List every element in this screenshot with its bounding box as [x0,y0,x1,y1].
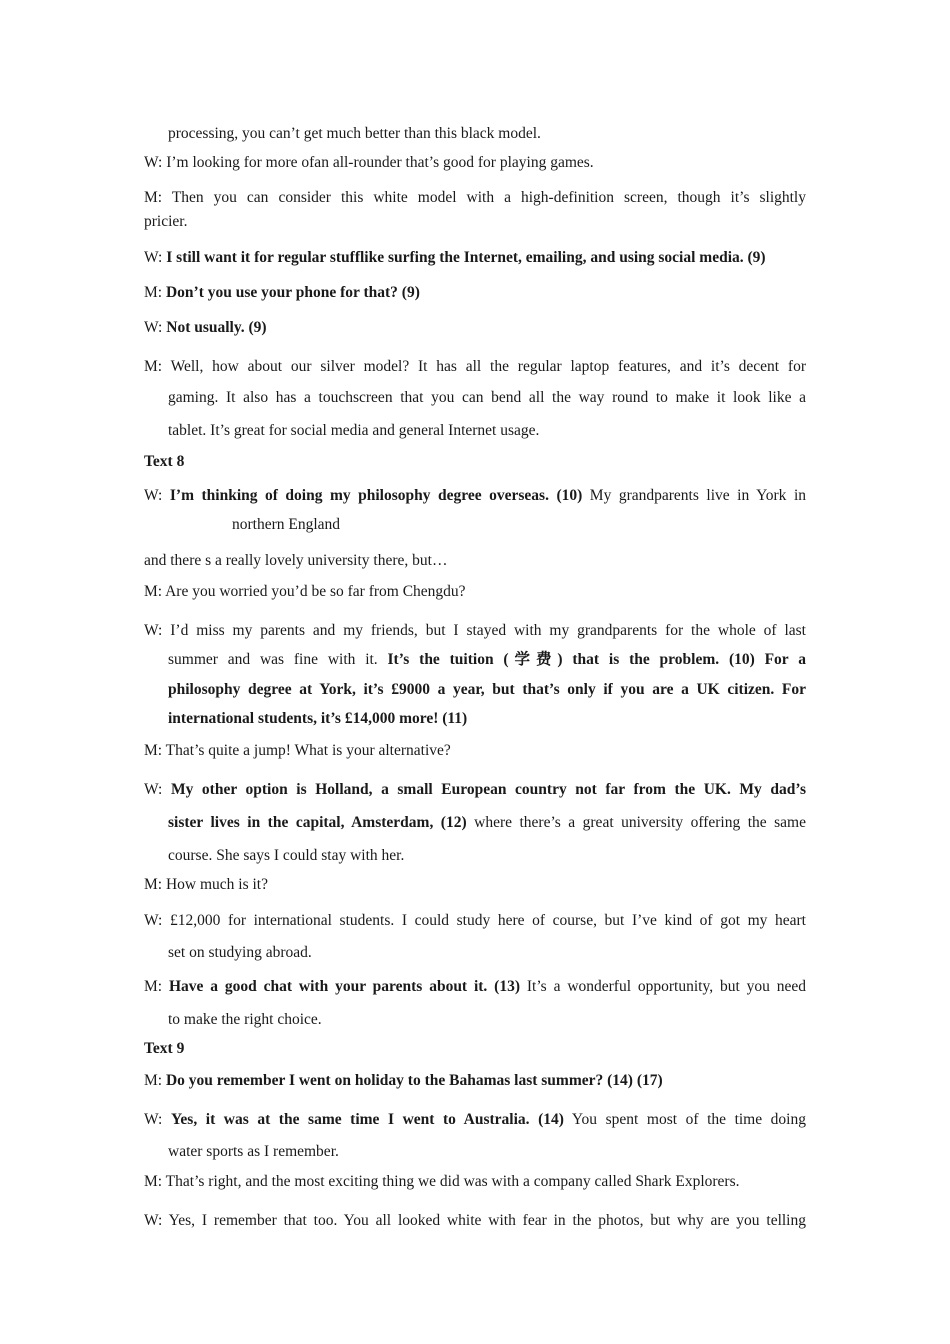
text-line [144,780,806,800]
text-run: W: [144,319,167,336]
bold-text-run: It’s the tuition (学费) that is the problem. (10) For a [387,651,806,668]
text-run: M: Well, how about our silver model? It has all the regular laptop features, and it’s decent for [144,358,806,375]
text-run: set on studying abroad. [168,944,312,961]
text-run: M: Then you can consider this white model with a high-definition screen, though it’s slightly [144,189,806,206]
text-line [168,846,404,866]
text-line [144,977,806,997]
text-run: W: [144,487,170,504]
text-line [144,212,187,232]
text-run: where there’s a great university offering the same [466,814,806,831]
bold-text-run: I’m thinking of doing my philosophy degree overseas. (10) [169,487,583,504]
text-run: W: I’d miss my parents and my friends, but I stayed with my grandparents for the whole of last [144,622,806,639]
text-run: W: [144,1111,171,1128]
text-line [168,650,806,670]
text-line [144,153,594,173]
text-line [144,621,806,641]
text-run: You spent most of the time doing [563,1111,806,1128]
bold-text-run: Have a good chat with your parents about it. (13) [168,978,521,995]
text-run: W: I’m looking for more ofan all-rounder that’s good for playing games. [144,154,594,171]
text-line [168,388,806,408]
text-run: M: That’s quite a jump! What is your alternative? [144,742,451,759]
text-run: W: [144,249,167,266]
text-run: course. She says I could stay with her. [168,847,405,864]
text-line [144,1110,806,1130]
text-run: My grandparents live in York in [582,487,806,504]
text-line [168,709,467,729]
text-run: M: [144,978,169,995]
bold-text-run: Don’t you use your phone for that? (9) [165,284,420,301]
text-run: M: That’s right, and the most exciting thing we did was with a company called Shark Explorers. [144,1173,740,1190]
text-line [144,486,806,506]
text-line [168,813,806,833]
text-line [144,1211,806,1231]
text-run: to make the right choice. [168,1011,322,1028]
text-line [168,680,806,700]
text-line [144,875,268,895]
text-line [144,911,806,931]
text-run: M: How much is it? [144,876,268,893]
text-line [144,582,466,602]
section-heading [144,452,184,472]
text-line [168,943,312,963]
bold-text-run: sister lives in the capital, Amsterdam, (12) [168,814,467,831]
section-heading [144,1039,184,1059]
text-line [144,1071,663,1091]
text-run: tablet. It’s great for social media and general Internet usage. [168,422,540,439]
text-line [144,248,766,268]
bold-text-run: My other option is Holland, a small European country not far from the UK. My dad’s [170,781,806,798]
text-run: M: [144,284,166,301]
bold-text-run: Yes, it was at the same time I went to Australia. (14) [170,1111,564,1128]
bold-text-run: Text 9 [144,1040,185,1057]
text-line [144,1172,740,1192]
text-line [144,318,267,338]
text-run: processing, you can’t get much better than this black model. [168,125,541,142]
text-line [168,124,541,144]
bold-text-run: Text 8 [144,453,185,470]
bold-text-run: Not usually. (9) [166,319,267,336]
text-line [168,1142,339,1162]
text-line [168,421,539,441]
text-line [168,1010,322,1030]
text-line [144,357,806,377]
text-run: M: Are you worried you’d be so far from Chengdu? [144,583,466,600]
text-run: It’s a wonderful opportunity, but you need [520,978,807,995]
text-line [144,551,447,571]
text-run: M: [144,1072,166,1089]
text-line [144,741,451,761]
text-line [144,283,420,303]
bold-text-run: Do you remember I went on holiday to the Bahamas last summer? (14) (17) [165,1072,663,1089]
text-run: pricier. [144,213,188,230]
text-run: northern England [232,516,341,533]
text-run: W: [144,781,171,798]
bold-text-run: philosophy degree at York, it’s £9000 a year, but that’s only if you are a UK citizen. For [168,681,806,698]
text-line [232,515,340,535]
text-run: and there s a really lovely university there, but… [144,552,448,569]
bold-text-run: international students, it’s £14,000 more! (11) [168,710,468,727]
text-line [144,188,806,208]
text-run: summer and was fine with it. [168,651,388,668]
bold-text-run: I still want it for regular stufflike surfing the Internet, emailing, and using social media. (9) [166,249,766,266]
text-run: water sports as I remember. [168,1143,339,1160]
text-run: W: £12,000 for international students. I could study here of course, but I’ve kind of got my heart [144,912,806,929]
text-run: gaming. It also has a touchscreen that you can bend all the way round to make it look like a [168,389,806,406]
text-run: W: Yes, I remember that too. You all looked white with fear in the photos, but why are you telling [144,1212,806,1229]
